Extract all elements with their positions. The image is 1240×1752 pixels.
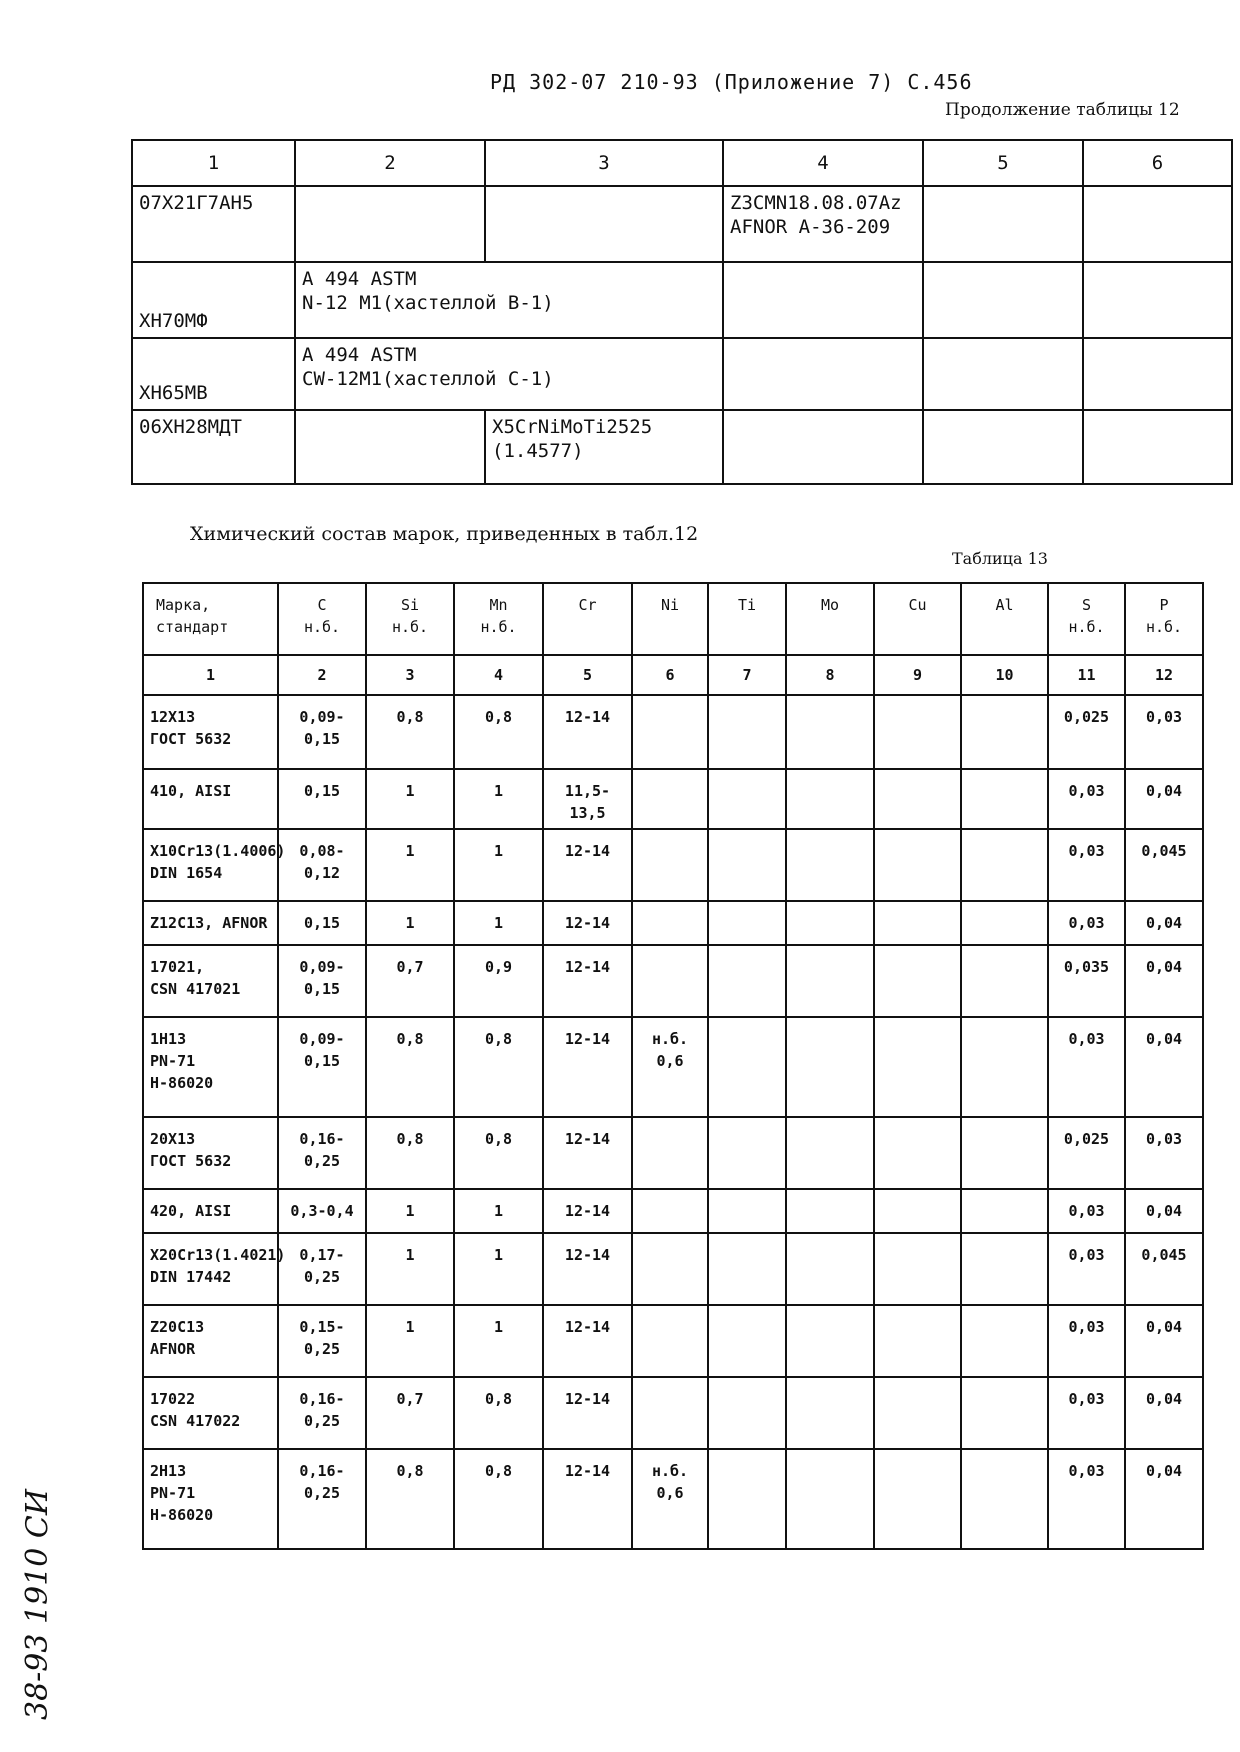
- table-cell: 1: [454, 1189, 543, 1233]
- column-number: 5: [543, 655, 632, 695]
- column-number: 8: [786, 655, 874, 695]
- column-number: 11: [1048, 655, 1125, 695]
- table-13: [142, 582, 1204, 1550]
- table-cell: [786, 1017, 874, 1117]
- grade-cell: 410, AISI: [143, 769, 278, 829]
- table-cell: 1: [366, 901, 454, 945]
- table-cell: 12-14: [543, 1117, 632, 1189]
- table-cell: 12-14: [543, 1017, 632, 1117]
- table-cell: X5CrNiMoTi2525 (1.4577): [485, 410, 723, 484]
- table-12: [131, 139, 1233, 485]
- table-cell: [708, 945, 786, 1017]
- table-cell: [874, 1189, 961, 1233]
- table-cell: 0,8: [366, 1017, 454, 1117]
- table-cell: 0,8: [366, 1449, 454, 1549]
- column-header-c: C н.б.: [278, 583, 366, 655]
- table-cell: 0,04: [1125, 1305, 1203, 1377]
- table-cell: 0,03: [1048, 829, 1125, 901]
- column-number: 4: [723, 140, 923, 186]
- grade-cell: 2H13 PN-71 H-86020: [143, 1449, 278, 1549]
- table-cell: 0,03: [1125, 1117, 1203, 1189]
- table-cell: [295, 410, 485, 484]
- grade-cell: 420, AISI: [143, 1189, 278, 1233]
- table-cell: [923, 262, 1083, 338]
- column-number: 9: [874, 655, 961, 695]
- grade-cell: 12Х13 ГОСТ 5632: [143, 695, 278, 769]
- column-number: 7: [708, 655, 786, 695]
- table-cell: 0,09-0,15: [278, 945, 366, 1017]
- table-cell: 0,025: [1048, 695, 1125, 769]
- column-number: 2: [278, 655, 366, 695]
- table-cell: [708, 1189, 786, 1233]
- column-header-si: Si н.б.: [366, 583, 454, 655]
- table-cell: 0,09-0,15: [278, 1017, 366, 1117]
- table-cell: [786, 1189, 874, 1233]
- table-row: [132, 186, 1232, 262]
- column-header-cu: Cu: [874, 583, 961, 655]
- table-cell: 0,8: [366, 695, 454, 769]
- table-cell: 12-14: [543, 829, 632, 901]
- grade-cell: 20Х13 ГОСТ 5632: [143, 1117, 278, 1189]
- table-cell: 0,16-0,25: [278, 1117, 366, 1189]
- table-cell: [632, 1233, 708, 1305]
- table-cell: [786, 1377, 874, 1449]
- column-number: 1: [132, 140, 295, 186]
- table-cell: 0,03: [1048, 1189, 1125, 1233]
- table-cell: 0,9: [454, 945, 543, 1017]
- table-12-header-row: [132, 140, 1232, 186]
- table-cell: [632, 901, 708, 945]
- table-cell: 1: [454, 829, 543, 901]
- table-cell: [961, 1449, 1048, 1549]
- table-cell: 0,8: [454, 1377, 543, 1449]
- table-cell: 1: [454, 769, 543, 829]
- table-cell: 0,15: [278, 901, 366, 945]
- table-cell: 0,045: [1125, 1233, 1203, 1305]
- table-cell: [786, 945, 874, 1017]
- table-cell: 0,04: [1125, 1377, 1203, 1449]
- table-cell: [874, 1233, 961, 1305]
- table-cell: 12-14: [543, 1233, 632, 1305]
- table-row: [143, 1117, 1203, 1189]
- table-cell: 0,03: [1048, 769, 1125, 829]
- column-header-s: S н.б.: [1048, 583, 1125, 655]
- table-cell: 12-14: [543, 1449, 632, 1549]
- table-cell: 1: [366, 829, 454, 901]
- table-13-caption: Химический состав марок, приведенных в табл.12: [190, 523, 699, 545]
- table-row: [132, 338, 1232, 410]
- column-number: 12: [1125, 655, 1203, 695]
- grade-cell: 17022 CSN 417022: [143, 1377, 278, 1449]
- table-cell: [1083, 186, 1232, 262]
- column-header-ti: Ti: [708, 583, 786, 655]
- table-row: [132, 410, 1232, 484]
- grade-cell: 07Х21Г7АН5: [132, 186, 295, 262]
- table-cell: 0,7: [366, 1377, 454, 1449]
- table-cell: 0,03: [1048, 1017, 1125, 1117]
- grade-cell: 06ХН28МДТ: [132, 410, 295, 484]
- table-cell: [961, 829, 1048, 901]
- table-cell: 12-14: [543, 1305, 632, 1377]
- grade-cell: Z20C13 AFNOR: [143, 1305, 278, 1377]
- column-header-ni: Ni: [632, 583, 708, 655]
- table-cell: Z3CMN18.08.07Az AFNOR A-36-209: [723, 186, 923, 262]
- table-continuation-note: Продолжение таблицы 12: [945, 100, 1180, 120]
- table-cell: 0,3-0,4: [278, 1189, 366, 1233]
- table-cell: 1: [366, 1233, 454, 1305]
- table-cell: [632, 829, 708, 901]
- table-cell: 0,15: [278, 769, 366, 829]
- table-cell: 0,045: [1125, 829, 1203, 901]
- table-cell: [708, 1377, 786, 1449]
- table-cell: [874, 829, 961, 901]
- table-row: [143, 769, 1203, 829]
- handwritten-margin-note: 38-93 1910 СИ: [20, 1488, 55, 1720]
- table-cell: [632, 1117, 708, 1189]
- table-cell: [786, 1233, 874, 1305]
- table-cell: A 494 ASTM N-12 M1(хастеллой B-1): [295, 262, 723, 338]
- table-cell: н.б. 0,6: [632, 1017, 708, 1117]
- grade-cell: X10Cr13(1.4006) DIN 1654: [143, 829, 278, 901]
- column-number: 3: [366, 655, 454, 695]
- table-cell: [786, 695, 874, 769]
- table-13-header-row: [143, 583, 1203, 655]
- table-cell: [632, 769, 708, 829]
- table-cell: 0,08-0,12: [278, 829, 366, 901]
- table-cell: 0,09-0,15: [278, 695, 366, 769]
- table-cell: 0,17-0,25: [278, 1233, 366, 1305]
- table-cell: 0,03: [1048, 901, 1125, 945]
- table-cell: 1: [366, 1305, 454, 1377]
- table-cell: [632, 945, 708, 1017]
- table-cell: 0,03: [1048, 1233, 1125, 1305]
- table-cell: 0,04: [1125, 945, 1203, 1017]
- table-cell: 0,8: [454, 695, 543, 769]
- table-cell: 12-14: [543, 901, 632, 945]
- table-row: [143, 695, 1203, 769]
- table-cell: [723, 410, 923, 484]
- table-cell: 0,03: [1048, 1305, 1125, 1377]
- grade-cell: 17021, CSN 417021: [143, 945, 278, 1017]
- table-cell: [295, 186, 485, 262]
- table-cell: [961, 1377, 1048, 1449]
- table-cell: 12-14: [543, 945, 632, 1017]
- table-cell: [708, 695, 786, 769]
- table-cell: 0,7: [366, 945, 454, 1017]
- table-cell: 1: [454, 1233, 543, 1305]
- grade-cell: X20Cr13(1.4021) DIN 17442: [143, 1233, 278, 1305]
- column-number: 1: [143, 655, 278, 695]
- table-cell: [961, 1189, 1048, 1233]
- table-row: [143, 1377, 1203, 1449]
- table-cell: н.б. 0,6: [632, 1449, 708, 1549]
- table-cell: 1: [454, 1305, 543, 1377]
- table-cell: [1083, 338, 1232, 410]
- table-cell: [961, 1117, 1048, 1189]
- table-cell: 0,03: [1125, 695, 1203, 769]
- table-cell: [708, 1017, 786, 1117]
- table-cell: 0,025: [1048, 1117, 1125, 1189]
- table-cell: 0,15-0,25: [278, 1305, 366, 1377]
- document-reference: РД 302-07 210-93 (Приложение 7) С.456: [490, 70, 973, 94]
- column-number: 3: [485, 140, 723, 186]
- column-header-mn: Mn н.б.: [454, 583, 543, 655]
- table-cell: 0,04: [1125, 769, 1203, 829]
- grade-cell: ХН70МФ: [132, 262, 295, 338]
- table-cell: [708, 901, 786, 945]
- table-cell: [632, 1189, 708, 1233]
- table-cell: [632, 1377, 708, 1449]
- column-header-al: Al: [961, 583, 1048, 655]
- table-cell: 12-14: [543, 695, 632, 769]
- column-number: 10: [961, 655, 1048, 695]
- table-row: [143, 945, 1203, 1017]
- table-cell: [874, 769, 961, 829]
- column-header-grade: Марка, стандарт: [143, 583, 278, 655]
- table-cell: [874, 1017, 961, 1117]
- grade-cell: Z12C13, AFNOR: [143, 901, 278, 945]
- table-cell: [874, 1117, 961, 1189]
- table-cell: 0,03: [1048, 1449, 1125, 1549]
- table-cell: [786, 829, 874, 901]
- column-number: 6: [632, 655, 708, 695]
- table-cell: [961, 1233, 1048, 1305]
- table-cell: [874, 1305, 961, 1377]
- table-cell: 11,5-13,5: [543, 769, 632, 829]
- column-number: 6: [1083, 140, 1232, 186]
- table-cell: [786, 1449, 874, 1549]
- table-cell: [786, 1117, 874, 1189]
- table-cell: 0,16-0,25: [278, 1449, 366, 1549]
- table-cell: [708, 769, 786, 829]
- table-row: [143, 1305, 1203, 1377]
- table-cell: 0,04: [1125, 901, 1203, 945]
- table-cell: 0,8: [454, 1017, 543, 1117]
- column-header-mo: Mo: [786, 583, 874, 655]
- table-cell: [961, 1017, 1048, 1117]
- table-row: [143, 901, 1203, 945]
- table-cell: [786, 1305, 874, 1377]
- column-number: 4: [454, 655, 543, 695]
- table-cell: 0,04: [1125, 1449, 1203, 1549]
- table-cell: [632, 695, 708, 769]
- table-cell: [1083, 410, 1232, 484]
- table-cell: [723, 262, 923, 338]
- table-cell: 0,8: [454, 1117, 543, 1189]
- table-row: [143, 1189, 1203, 1233]
- table-cell: 12-14: [543, 1189, 632, 1233]
- table-cell: [923, 338, 1083, 410]
- table-cell: [874, 1377, 961, 1449]
- table-cell: [961, 901, 1048, 945]
- table-cell: [708, 1305, 786, 1377]
- table-cell: [708, 1449, 786, 1549]
- table-cell: 0,03: [1048, 1377, 1125, 1449]
- table-cell: 1: [454, 901, 543, 945]
- table-13-label: Таблица 13: [952, 549, 1048, 568]
- table-cell: [961, 945, 1048, 1017]
- table-cell: 12-14: [543, 1377, 632, 1449]
- table-cell: [874, 695, 961, 769]
- table-cell: 0,04: [1125, 1017, 1203, 1117]
- table-cell: 0,8: [366, 1117, 454, 1189]
- table-row: [143, 1233, 1203, 1305]
- table-cell: [485, 186, 723, 262]
- column-number: 5: [923, 140, 1083, 186]
- table-cell: [961, 769, 1048, 829]
- table-cell: 0,16-0,25: [278, 1377, 366, 1449]
- column-header-p: P н.б.: [1125, 583, 1203, 655]
- table-cell: 0,8: [454, 1449, 543, 1549]
- table-row: [143, 829, 1203, 901]
- table-cell: 1: [366, 769, 454, 829]
- table-row: [143, 1017, 1203, 1117]
- table-cell: [708, 1233, 786, 1305]
- column-header-cr: Cr: [543, 583, 632, 655]
- column-number-row: [143, 655, 1203, 695]
- column-number: 2: [295, 140, 485, 186]
- table-cell: 0,04: [1125, 1189, 1203, 1233]
- table-cell: [874, 945, 961, 1017]
- table-cell: [1083, 262, 1232, 338]
- table-cell: 0,035: [1048, 945, 1125, 1017]
- table-cell: [923, 410, 1083, 484]
- table-cell: [786, 769, 874, 829]
- table-cell: [961, 695, 1048, 769]
- table-cell: [708, 1117, 786, 1189]
- table-cell: [723, 338, 923, 410]
- table-row: [132, 262, 1232, 338]
- table-cell: A 494 ASTM CW-12M1(хастеллой C-1): [295, 338, 723, 410]
- table-cell: [708, 829, 786, 901]
- table-cell: [874, 1449, 961, 1549]
- grade-cell: ХН65МВ: [132, 338, 295, 410]
- grade-cell: 1H13 PN-71 H-86020: [143, 1017, 278, 1117]
- table-cell: [786, 901, 874, 945]
- table-cell: [961, 1305, 1048, 1377]
- table-cell: 1: [366, 1189, 454, 1233]
- table-cell: [632, 1305, 708, 1377]
- table-cell: [923, 186, 1083, 262]
- table-cell: [874, 901, 961, 945]
- table-row: [143, 1449, 1203, 1549]
